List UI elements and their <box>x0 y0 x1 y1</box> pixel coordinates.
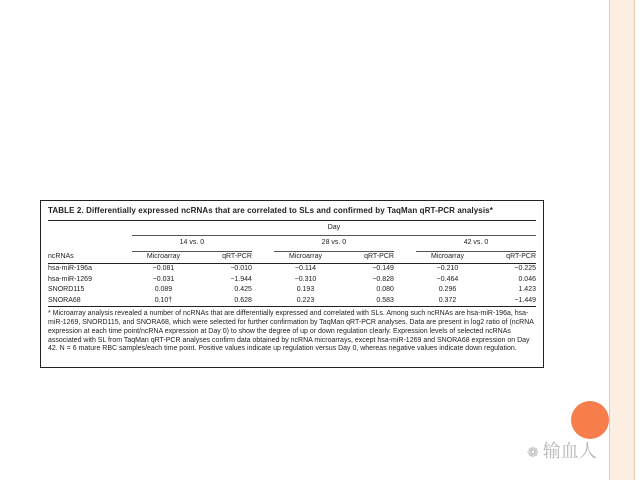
table-cell: 0.583 <box>337 296 394 307</box>
table-cell: −0.225 <box>514 265 536 273</box>
table-cell <box>394 264 416 275</box>
table-row <box>48 264 536 275</box>
table-cell: −0.031 <box>152 275 175 283</box>
table-cell: −0.464 <box>436 275 459 283</box>
table-footnote: * Microarray analysis revealed a number of ncRNAs that are differentially expressed and correlated with SLs. Among such ncRNAs are hsa-miR-196a, hsa-miR-1269, SNORD115, and SNORA68, which were selected for further confirmation by TaqMan qRT-PCR analyses. Data are present in log2 ratio of (ncRNA expression at each time point/ncRNA expression at Day 0) to show the degree of up or down regulation clearly. Expression levels of selected ncRNAs associated with SL from TaqMan qRT-PCR analyses confirm data obtained by ncRNA microarrays, except hsa-miR-1269 and SNORA68 expression on Day 42. N = 6 mature RBC samples/each time point. Positive values indicate up regulation versus Day 0, whereas negative values indicate down regulation. <box>48 310 534 353</box>
table-cell <box>394 275 416 286</box>
col-header: qRT-PCR <box>337 251 394 264</box>
table-cell <box>252 296 274 307</box>
table-cell: −0.828 <box>372 275 394 283</box>
table-cell: SNORA68 <box>48 296 132 307</box>
table-cell: 0.223 <box>274 296 337 307</box>
col-header: Microarray <box>416 251 479 264</box>
table-cell: −1.449 <box>479 296 536 307</box>
group-header-28: 28 vs. 0 <box>274 236 394 252</box>
group-header-42: 42 vs. 0 <box>416 236 536 252</box>
table-cell <box>252 285 274 296</box>
wechat-icon: ❁ <box>527 444 539 461</box>
table-cell: hsa-miR-1269 <box>48 275 92 283</box>
table-cell <box>252 275 274 286</box>
data-table <box>48 220 536 308</box>
day-header-row <box>48 220 536 236</box>
table-cell: −0.149 <box>372 265 394 273</box>
watermark-text: 输血人 <box>542 441 597 461</box>
table-cell <box>394 285 416 296</box>
slide-side-rail <box>609 0 635 480</box>
table-cell: SNORD115 <box>48 286 85 294</box>
day-header: Day <box>132 220 536 236</box>
table-title: TABLE 2. Differentially expressed ncRNAs that are correlated to SLs and confirmed by TaqMan qRT-PCR analysis* <box>48 206 493 215</box>
table-cell: 0.296 <box>438 286 457 294</box>
table-row <box>48 285 536 296</box>
column-header-row <box>48 251 536 264</box>
col-header: Microarray <box>132 251 195 264</box>
table-cell <box>394 296 416 307</box>
table-cell: −0.010 <box>230 265 252 273</box>
group-header-row <box>48 236 536 252</box>
table-cell: 0.193 <box>296 286 315 294</box>
table-cell: hsa-miR-196a <box>48 265 92 273</box>
group-header-14: 14 vs. 0 <box>132 236 252 252</box>
table-cell: 0.425 <box>234 286 252 294</box>
table-cell <box>252 264 274 275</box>
table-row <box>48 296 536 307</box>
table-cell: −0.081 <box>152 265 175 273</box>
row-header: ncRNAs <box>48 251 132 264</box>
table-cell: 0.372 <box>416 296 479 307</box>
col-header: Microarray <box>274 251 337 264</box>
table-body <box>48 264 536 307</box>
table-cell: −0.114 <box>294 265 317 273</box>
table-cell: 0.046 <box>518 275 536 283</box>
table-cell: −0.310 <box>294 275 317 283</box>
table-figure <box>40 200 544 368</box>
col-header: qRT-PCR <box>479 251 536 264</box>
watermark <box>527 433 637 469</box>
table-cell: 0.080 <box>376 286 394 294</box>
table-cell: 0.628 <box>195 296 252 307</box>
table-cell: −0.210 <box>436 265 459 273</box>
table-cell: 0.10† <box>132 296 195 307</box>
table-cell: 0.089 <box>154 286 173 294</box>
col-header: qRT-PCR <box>195 251 252 264</box>
table-cell: −1.944 <box>230 275 252 283</box>
table-row <box>48 275 536 286</box>
table-cell: 1.423 <box>518 286 536 294</box>
